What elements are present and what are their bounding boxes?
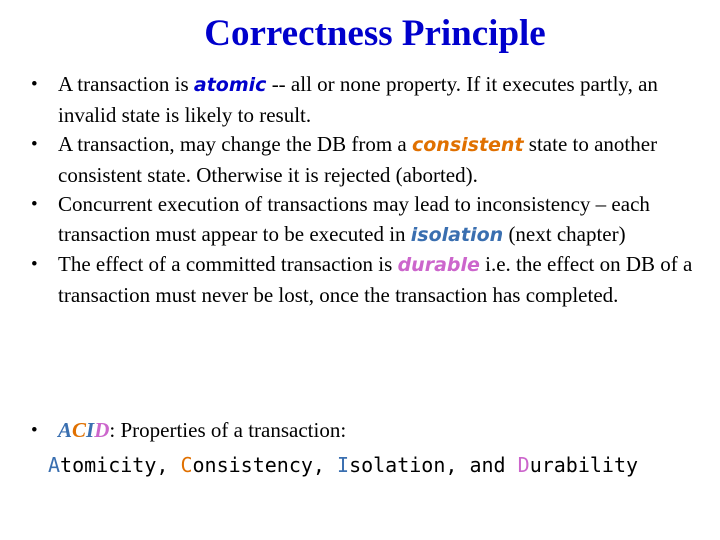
bullet-text-before: The effect of a committed transaction is <box>58 252 398 276</box>
bullet-dot-icon: • <box>31 134 38 155</box>
bullet-text-after: i.e. the effect on DB of a transaction must never be lost, once the transaction has completed. <box>58 252 693 307</box>
acid-letter-i: I <box>86 418 95 442</box>
bullet-item-atomic <box>31 70 701 130</box>
acid-bullet <box>31 416 701 445</box>
bullet-text-before: A transaction, may change the DB from a <box>58 132 412 156</box>
bullet-dot-icon: • <box>31 74 38 95</box>
property-rest-isolation: solation, and <box>349 453 518 477</box>
property-initial-consistency: C <box>180 453 193 477</box>
acid-letter-c: C <box>72 418 87 442</box>
acid-label: : Properties of a transaction: <box>109 418 347 442</box>
keyword-atomic: atomic <box>193 74 267 96</box>
keyword-durable: durable <box>397 254 480 276</box>
acid-word <box>58 418 109 442</box>
bullet-text-before: A transaction is <box>58 72 194 96</box>
bullet-item-durable <box>31 250 701 310</box>
property-rest-durability: urability <box>529 453 639 477</box>
keyword-isolation: isolation <box>410 223 504 246</box>
bullet-text-after: state to another consistent state. Otherwise it is rejected (aborted). <box>58 132 658 187</box>
bullet-item-isolation <box>31 190 701 250</box>
acid-letter-d: D <box>94 418 110 442</box>
property-initial-isolation: I <box>337 453 350 477</box>
property-initial-atomicity: A <box>48 453 61 477</box>
property-initial-durability: D <box>517 453 530 477</box>
bullet-text-after: (next chapter) <box>503 221 626 246</box>
bullet-dot-icon: • <box>31 254 38 275</box>
bullet-list <box>31 70 701 310</box>
slide-title: Correctness Principle <box>204 13 546 54</box>
acid-letter-a: A <box>58 418 73 442</box>
property-rest-atomicity: tomicity, <box>60 453 181 477</box>
acid-properties-line <box>48 451 638 479</box>
keyword-consistent: consistent <box>411 134 524 156</box>
bullet-item-consistent <box>31 130 701 190</box>
bullet-text-after: -- all or none property. If it executes partly, an invalid state is likely to result. <box>58 72 658 127</box>
bullet-text-before: Concurrent execution of transactions may lead to inconsistency – each transaction must appear to be executed in <box>58 192 650 246</box>
bullet-dot-icon: • <box>31 194 38 215</box>
bullet-dot-icon: • <box>31 420 38 441</box>
property-rest-consistency: onsistency, <box>192 453 338 477</box>
